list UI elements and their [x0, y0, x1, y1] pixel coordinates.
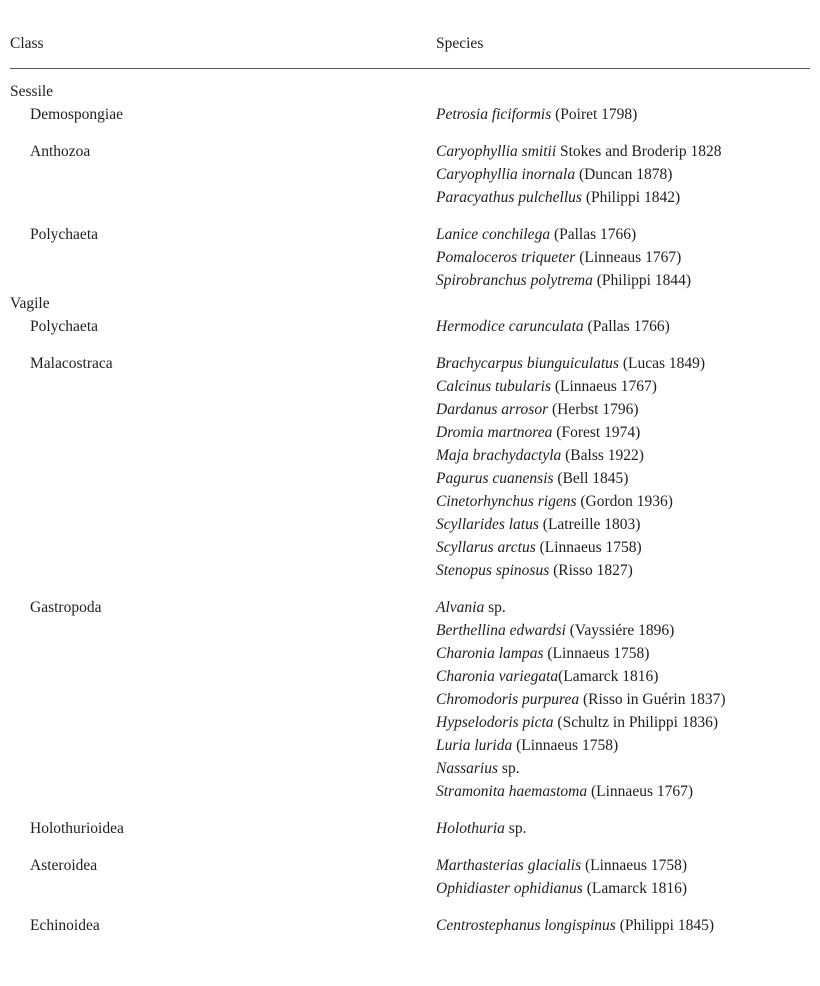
species-name: Petrosia ficiformis — [436, 106, 552, 123]
section-label: Vagile — [10, 295, 50, 312]
row-gap — [10, 840, 810, 854]
species-list — [436, 854, 810, 900]
class-name: Anthozoa — [30, 143, 91, 160]
class-name: Echinoidea — [30, 917, 100, 934]
species-authority: (Philippi 1845) — [615, 917, 715, 934]
species-name: Berthellina edwardsi — [436, 622, 566, 639]
row-gap — [10, 338, 810, 352]
species-entry — [436, 513, 810, 536]
species-authority: Stokes and Broderip 1828 — [556, 143, 722, 160]
species-authority: (Bell 1845) — [553, 470, 629, 487]
species-name: Nassarius — [436, 760, 499, 777]
species-authority: (Duncan 1878) — [575, 166, 673, 183]
species-entry — [436, 914, 810, 937]
row-gap — [10, 900, 810, 914]
species-entry — [436, 619, 810, 642]
species-authority: (Lamarck 1816) — [558, 668, 659, 685]
species-entry — [436, 375, 810, 398]
species-authority: (Schultz in Philippi 1836) — [553, 714, 718, 731]
species-authority: (Forest 1974) — [552, 424, 641, 441]
table-row — [10, 596, 810, 803]
section-label: Sessile — [10, 83, 54, 100]
species-entry — [436, 596, 810, 619]
species-name: Pagurus cuanensis — [436, 470, 554, 487]
species-authority: (Risso in Guérin 1837) — [579, 691, 726, 708]
species-authority: (Herbst 1796) — [548, 401, 639, 418]
species-entry — [436, 688, 810, 711]
species-authority: (Balss 1922) — [561, 447, 644, 464]
species-authority: (Pallas 1766) — [583, 318, 670, 335]
header-class: Class — [10, 35, 44, 52]
species-name: Dardanus arrosor — [436, 401, 549, 418]
class-name: Demospongiae — [30, 106, 123, 123]
table-body — [10, 80, 810, 937]
species-entry — [436, 490, 810, 513]
species-authority: (Linnaeus 1758) — [535, 539, 642, 556]
table-row — [10, 140, 810, 209]
species-name: Caryophyllia inornala — [436, 166, 576, 183]
species-authority: (Linnaeus 1758) — [581, 857, 687, 874]
species-authority: (Linneaus 1767) — [575, 249, 682, 266]
species-name: Marthasterias glacialis — [436, 857, 582, 874]
table-header — [10, 0, 810, 70]
header-rule — [10, 68, 810, 69]
species-table — [10, 0, 810, 934]
species-name: Caryophyllia smitii — [436, 143, 557, 160]
species-name: Ophidiaster ophidianus — [436, 880, 583, 897]
class-name: Asteroidea — [30, 857, 98, 874]
species-authority: (Lamarck 1816) — [582, 880, 687, 897]
species-name: Pomaloceros triqueter — [436, 249, 576, 266]
species-name: Stramonita haemastoma — [436, 783, 588, 800]
species-name: Luria lurida — [436, 737, 513, 754]
class-name: Polychaeta — [30, 226, 99, 243]
species-entry — [436, 352, 810, 375]
species-entry — [436, 734, 810, 757]
species-name: Lanice conchilega — [436, 226, 551, 243]
species-authority: (Linnaeus 1758) — [512, 737, 619, 754]
species-entry — [436, 269, 810, 292]
class-name: Polychaeta — [30, 318, 99, 335]
species-entry — [436, 315, 810, 338]
species-name: Holothuria — [436, 820, 505, 837]
species-name: Dromia martnorea — [436, 424, 553, 441]
table-row — [10, 103, 810, 126]
species-entry — [436, 642, 810, 665]
species-entry — [436, 854, 810, 877]
species-entry — [436, 757, 810, 780]
species-name: Calcinus tubularis — [436, 378, 551, 395]
species-name: Paracyathus pulchellus — [436, 189, 582, 206]
species-authority: sp. — [504, 820, 527, 837]
species-name: Brachycarpus biunguiculatus — [436, 355, 619, 372]
species-entry — [436, 711, 810, 734]
species-authority: sp. — [484, 599, 506, 616]
species-authority: (Linnaeus 1767) — [550, 378, 657, 395]
species-authority: (Linnaeus 1758) — [543, 645, 650, 662]
species-name: Maja brachydactyla — [436, 447, 562, 464]
header-species: Species — [436, 35, 484, 52]
species-authority: (Linnaeus 1767) — [587, 783, 694, 800]
species-entry — [436, 246, 810, 269]
species-entry — [436, 140, 810, 163]
species-list — [436, 596, 810, 803]
species-entry — [436, 665, 810, 688]
species-authority: (Philippi 1844) — [592, 272, 692, 289]
species-authority: (Philippi 1842) — [581, 189, 681, 206]
species-list — [436, 914, 810, 937]
species-name: Scyllarus arctus — [436, 539, 536, 556]
species-name: Charonia lampas — [436, 645, 544, 662]
row-gap — [10, 126, 810, 140]
species-name: Spirobranchus polytrema — [436, 272, 593, 289]
species-name: Charonia variegata — [436, 668, 559, 685]
row-gap — [10, 209, 810, 223]
table-row — [10, 223, 810, 292]
table-row — [10, 315, 810, 338]
species-entry — [436, 817, 810, 840]
species-list — [436, 223, 810, 292]
species-authority: (Latreille 1803) — [538, 516, 641, 533]
species-list — [436, 352, 810, 582]
species-name: Chromodoris purpurea — [436, 691, 580, 708]
table-row — [10, 914, 810, 937]
row-gap — [10, 582, 810, 596]
species-list — [436, 103, 810, 126]
species-list — [436, 315, 810, 338]
table-row — [10, 854, 810, 900]
species-name: Scyllarides latus — [436, 516, 539, 533]
species-name: Hermodice carunculata — [436, 318, 584, 335]
species-authority: (Poiret 1798) — [551, 106, 638, 123]
species-entry — [436, 421, 810, 444]
species-authority: (Pallas 1766) — [550, 226, 637, 243]
species-name: Hypselodoris picta — [436, 714, 554, 731]
species-entry — [436, 877, 810, 900]
species-list — [436, 140, 810, 209]
species-entry — [436, 163, 810, 186]
species-entry — [436, 536, 810, 559]
table-row — [10, 817, 810, 840]
species-entry — [436, 559, 810, 582]
species-entry — [436, 467, 810, 490]
table-row — [10, 352, 810, 582]
species-authority: (Risso 1827) — [549, 562, 633, 579]
species-list — [436, 817, 810, 840]
species-entry — [436, 103, 810, 126]
species-name: Centrostephanus longispinus — [436, 917, 616, 934]
species-authority: (Vayssiére 1896) — [565, 622, 675, 639]
species-authority: sp. — [498, 760, 520, 777]
species-entry — [436, 223, 810, 246]
species-authority: (Lucas 1849) — [618, 355, 706, 372]
species-entry — [436, 444, 810, 467]
species-name: Alvania — [436, 599, 485, 616]
class-name: Malacostraca — [30, 355, 113, 372]
row-gap — [10, 803, 810, 817]
class-name: Holothurioidea — [30, 820, 124, 837]
species-name: Cinetorhynchus rigens — [436, 493, 577, 510]
class-name: Gastropoda — [30, 599, 102, 616]
species-entry — [436, 186, 810, 209]
species-entry — [436, 398, 810, 421]
species-entry — [436, 780, 810, 803]
species-authority: (Gordon 1936) — [576, 493, 673, 510]
species-name: Stenopus spinosus — [436, 562, 550, 579]
